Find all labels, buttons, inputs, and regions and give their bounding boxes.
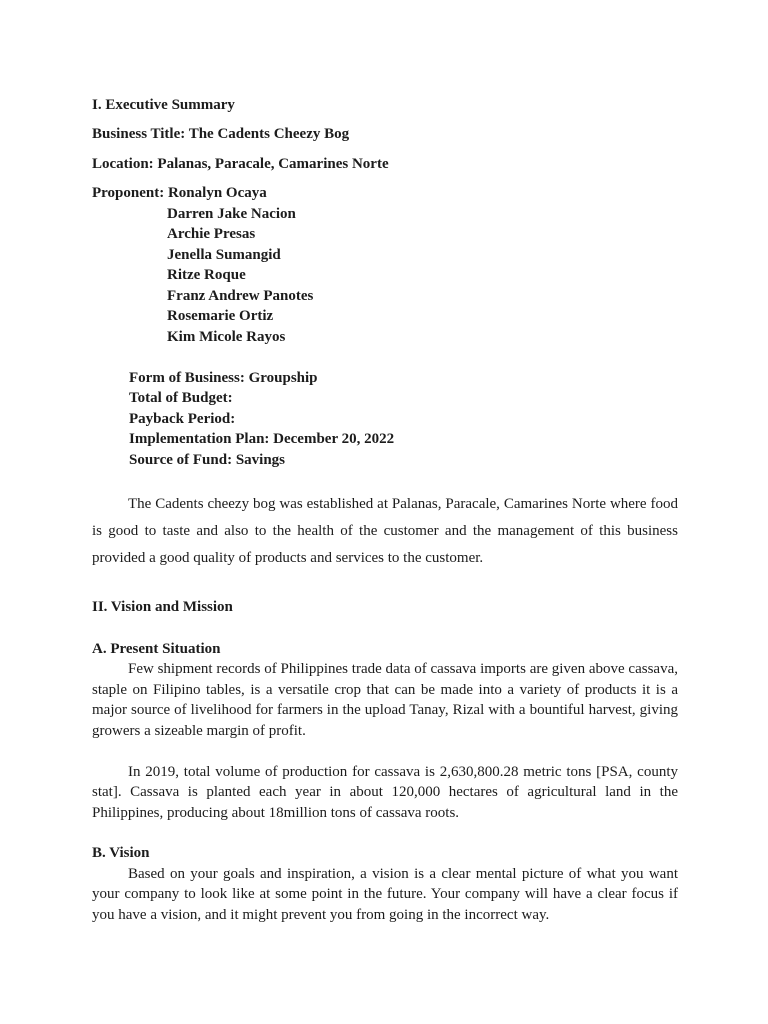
proponent-name: Ritze Roque: [167, 267, 246, 283]
proponent-name: Franz Andrew Panotes: [167, 287, 314, 304]
proponent-name: Rosemarie Ortiz: [167, 308, 274, 324]
detail-total-budget: Total of Budget:: [129, 390, 233, 406]
proponent-name: Archie Presas: [167, 226, 256, 242]
business-detail-list: [129, 368, 678, 471]
vision-paragraph: Based on your goals and inspiration, a vision is a clear mental picture of what you want your company to look like at some point in the future. Your company will have a clear focus if you have a vision, and it might prevent you from going in the incorrect way.: [92, 865, 678, 923]
executive-summary-paragraph: The Cadents cheezy bog was established at Palanas, Paracale, Camarines Norte where food is good to taste and also to the health of the customer and the management of this business provided a good quality of products and services to the customer.: [92, 495, 678, 566]
heading-vision: B. Vision: [92, 845, 150, 861]
proponent-name: Jenella Sumangid: [167, 246, 281, 263]
heading-present-situation: A. Present Situation: [92, 640, 221, 657]
field-location: Location: Palanas, Paracale, Camarines Norte: [92, 156, 389, 172]
heading-vision-and-mission: II. Vision and Mission: [92, 598, 233, 615]
heading-executive-summary: I. Executive Summary: [92, 97, 235, 113]
detail-source-of-fund: Source of Fund: Savings: [129, 451, 286, 468]
proponent-name-list: [167, 204, 678, 348]
detail-payback-period: Payback Period:: [129, 410, 236, 427]
detail-form-of-business: Form of Business: Groupship: [129, 369, 318, 386]
present-situation-paragraph-1: Few shipment records of Philippines trade data of cassava imports are given above cassava, staple on Filipino tables, is a versatile crop that can be made into a variety of products it is a major source of livelihood for farmers in the upload Tanay, Rizal with a bountiful harvest, giving growers a sizeable margin of profit.: [92, 661, 678, 739]
proponent-name: Darren Jake Nacion: [167, 205, 296, 222]
proponent-name: Kim Micole Rayos: [167, 328, 286, 345]
present-situation-paragraph-2: In 2019, total volume of production for cassava is 2,630,800.28 metric tons [PSA, county stat]. Cassava is planted each year in about 120,000 hectares of agricultural land in the Philippines, producing about 18million tons of cassava roots.: [92, 763, 678, 821]
detail-implementation-plan: Implementation Plan: December 20, 2022: [129, 431, 395, 447]
field-business-title: Business Title: The Cadents Cheezy Bog: [92, 126, 350, 142]
field-proponent: Proponent: Ronalyn Ocaya: [92, 185, 267, 201]
